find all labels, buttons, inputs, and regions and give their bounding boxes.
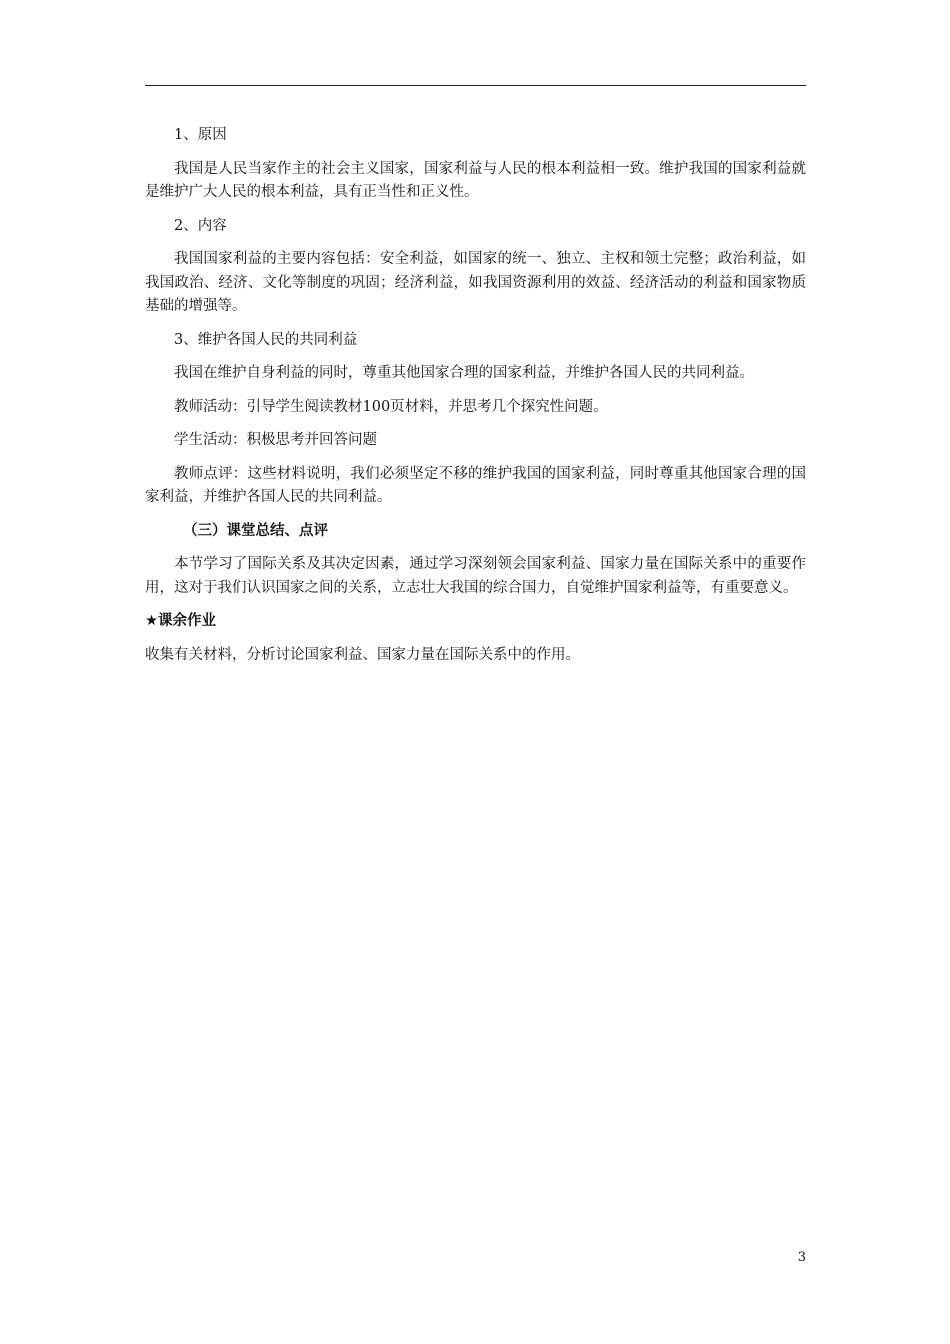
- paragraph-homework: 收集有关材料，分析讨论国家利益、国家力量在国际关系中的作用。: [145, 646, 580, 663]
- heading-content: 2、内容: [174, 217, 227, 234]
- section-heading-homework: ★课余作业: [145, 613, 216, 629]
- heading-reason: 1、原因: [174, 127, 227, 143]
- paragraph-student-activity: 学生活动：积极思考并回答问题: [174, 432, 377, 448]
- paragraph-teacher-activity: 教师活动：引导学生阅读教材100页材料，并思考几个探究性问题。: [174, 398, 608, 415]
- heading-common-interest: 3、维护各国人民的共同利益: [174, 331, 358, 348]
- paragraph-common-interest: 我国在维护自身利益的同时，尊重其他国家合理的国家利益，并维护各国人民的共同利益。: [174, 365, 754, 381]
- paragraph-content: 我国国家利益的主要内容包括：安全利益，如国家的统一、独立、主权和领土完整；政治利益，如我国政治、经济、文化等制度的巩固；经济利益，如我国资源利用的效益、经济活动的利益和国家物质基础的增强等。: [145, 251, 806, 314]
- page-number: 3: [797, 1250, 806, 1265]
- document-body: [145, 124, 806, 677]
- paragraph-summary: 本节学习了国际关系及其决定因素，通过学习深刻领会国家利益、国家力量在国际关系中的重要作用，这对于我们认识国家之间的关系，立志壮大我国的综合国力，自觉维护国家利益等，有重要意义。: [145, 556, 806, 596]
- paragraph-teacher-comment: 教师点评：这些材料说明，我们必须坚定不移的维护我国的国家利益，同时尊重其他国家合理的国家利益，并维护各国人民的共同利益。: [145, 465, 806, 505]
- paragraph-reason: 我国是人民当家作主的社会主义国家，国家利益与人民的根本利益相一致。维护我国的国家利益就是维护广大人民的根本利益，具有正当性和正义性。: [145, 160, 806, 200]
- section-heading-summary: （三）课堂总结、点评: [183, 522, 328, 539]
- header-rule: [145, 85, 806, 86]
